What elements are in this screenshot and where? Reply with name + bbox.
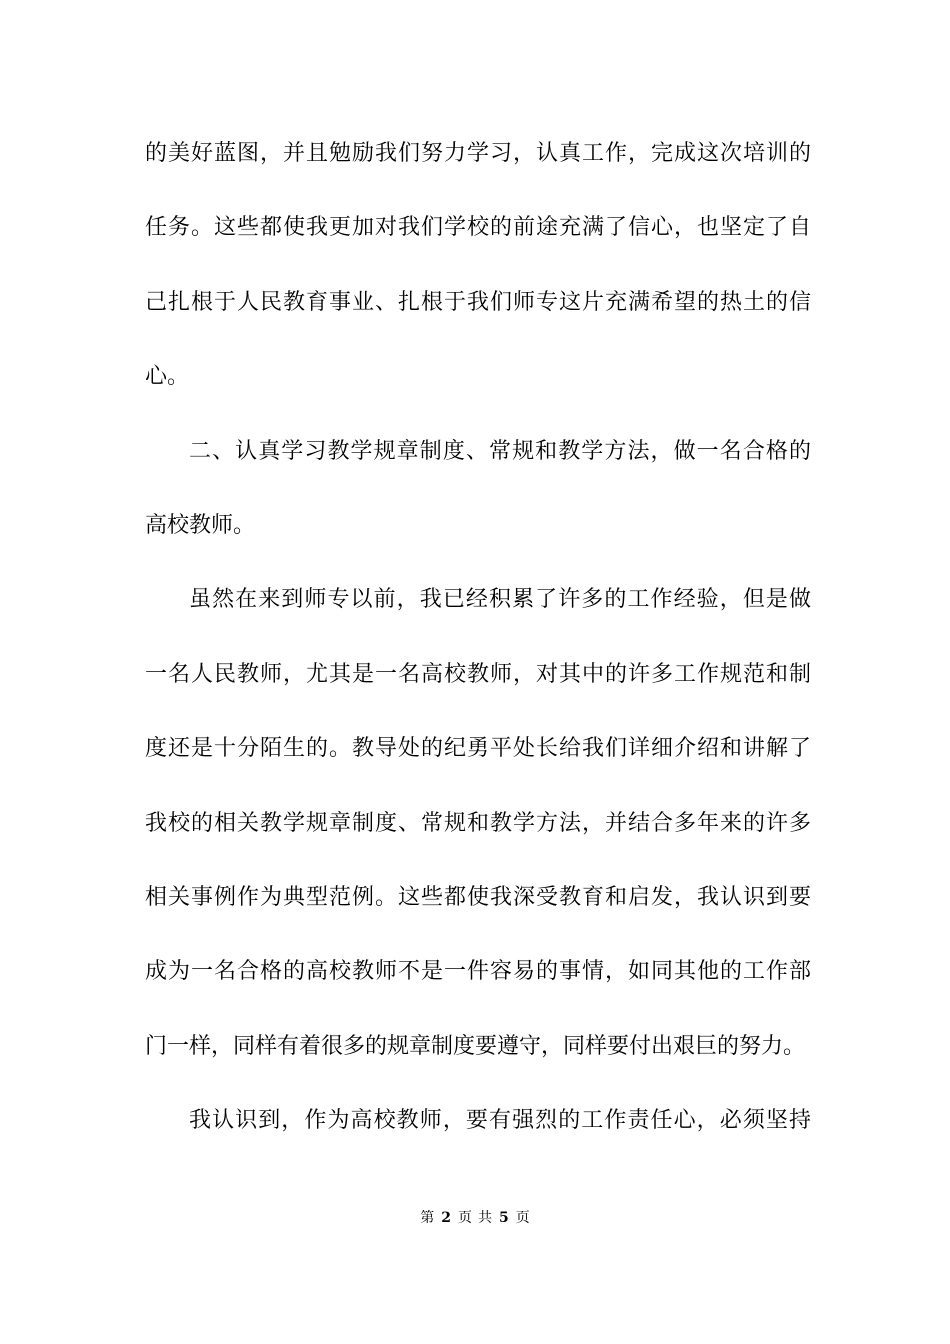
document-body [145,128,811,1169]
text-line: 门一样，同样有着很多的规章制度要遵守，同样要付出艰巨的努力。 [145,1033,806,1059]
text-line: 高校教师。 [145,512,256,538]
text-line: 己扎根于人民教育事业、扎根于我们师专这片充满希望的热土的信 [145,289,811,315]
text-line: 一名人民教师，尤其是一名高校教师，对其中的许多工作规范和制 [145,661,811,687]
footer-suffix: 页 [515,1210,530,1226]
footer-prefix: 第 [420,1210,435,1226]
text-line: 我校的相关教学规章制度、常规和教学方法，并结合多年来的许多 [145,810,811,836]
text-line: 任务。这些都使我更加对我们学校的前途充满了信心，也坚定了自 [145,215,811,241]
text-line: 成为一名合格的高校教师不是一件容易的事情，如同其他的工作部 [145,959,811,985]
page-footer [0,1208,950,1228]
footer-current-page: 2 [441,1210,451,1226]
text-line: 我认识到，作为高校教师，要有强烈的工作责任心，必须坚持 [189,1108,811,1134]
footer-total-pages: 5 [499,1210,509,1226]
text-line: 度还是十分陌生的。教导处的纪勇平处长给我们详细介绍和讲解了 [145,736,811,762]
footer-page-word: 页 [458,1210,472,1226]
text-line: 心。 [145,364,190,390]
footer-total-word: 共 [478,1210,492,1226]
text-line: 相关事例作为典型范例。这些都使我深受教育和启发，我认识到要 [145,884,811,910]
text-line: 虽然在来到师专以前，我已经积累了许多的工作经验，但是做 [189,587,811,613]
text-line: 的美好蓝图，并且勉励我们努力学习，认真工作，完成这次培训的 [145,141,811,166]
text-line: 二、认真学习教学规章制度、常规和教学方法，做一名合格的 [189,438,811,464]
